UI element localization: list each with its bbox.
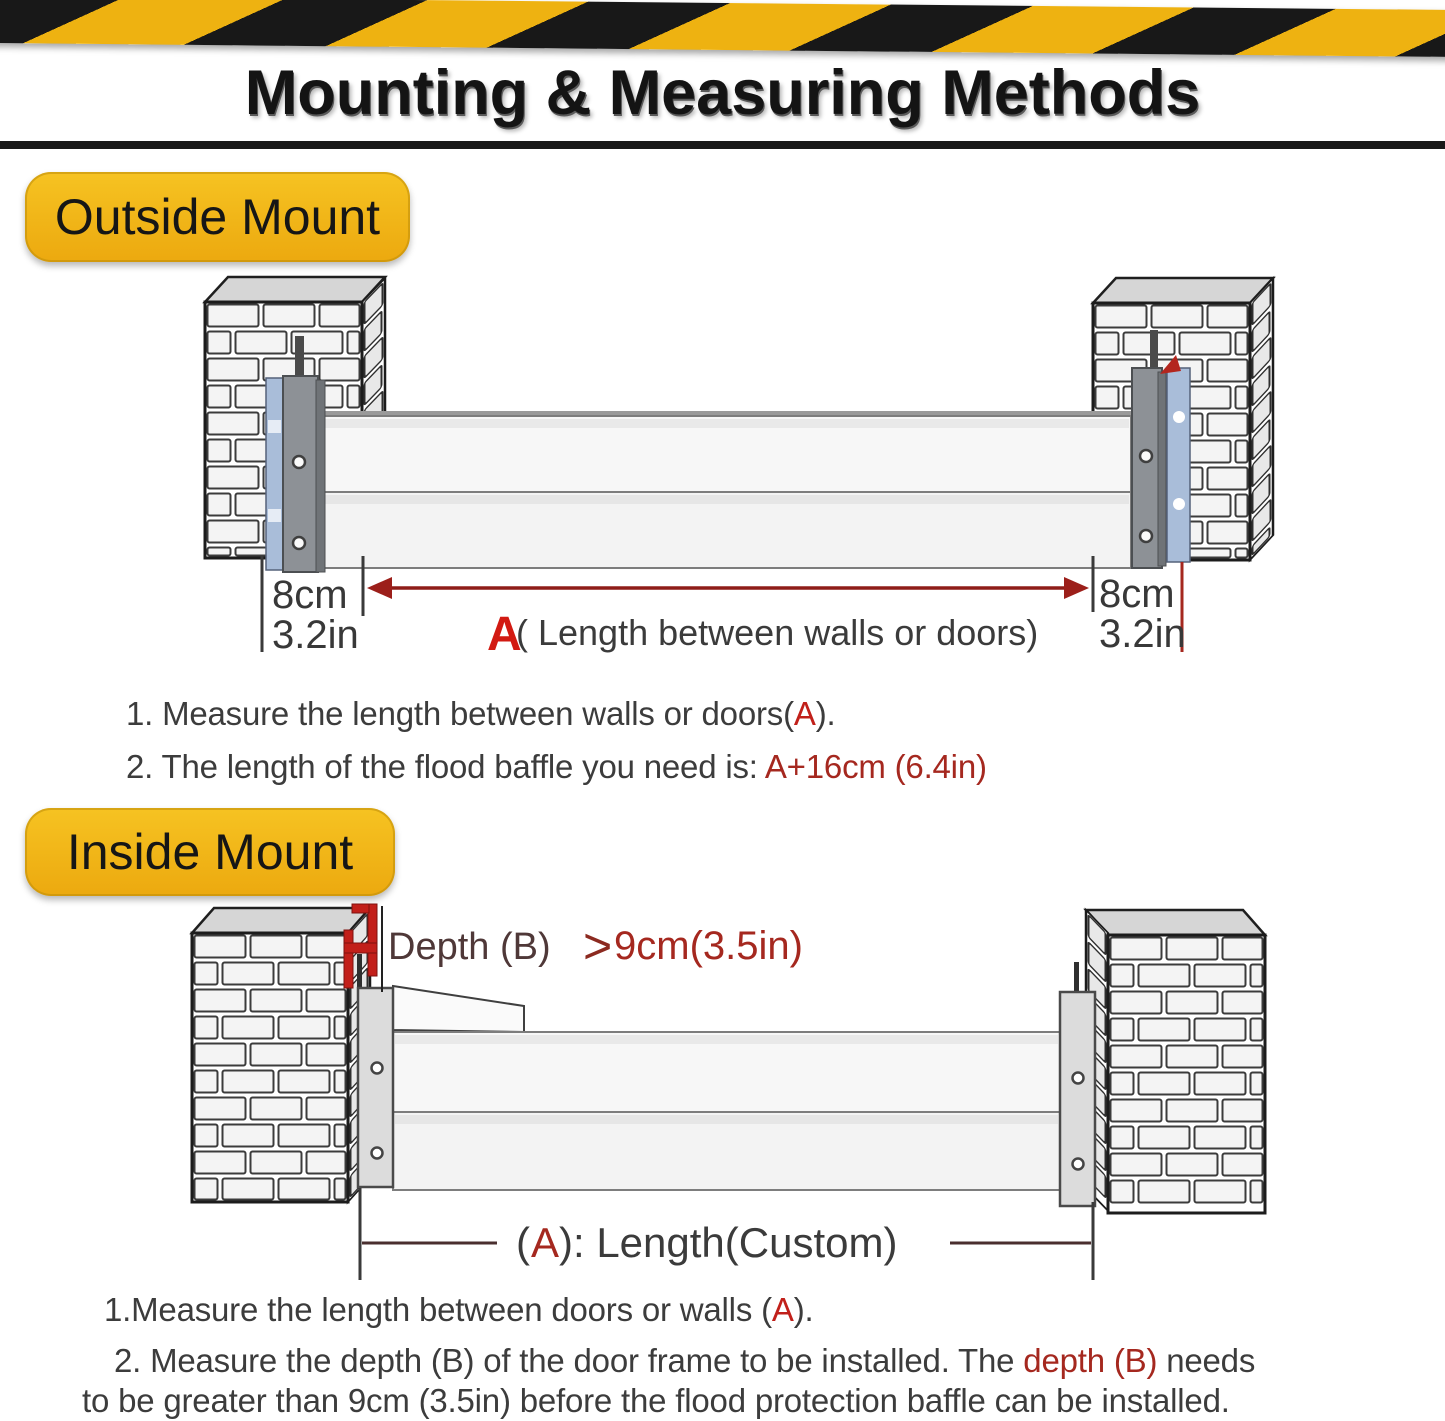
page-title: Mounting & Measuring Methods [244, 58, 1201, 128]
left-bracket-screw-2 [293, 537, 305, 549]
outside-mount-diagram [205, 277, 1273, 661]
outside-step-1-a: A [793, 695, 816, 732]
right-pillar-side-face [1250, 278, 1273, 560]
inside-step-2-line-1 [114, 1342, 1255, 1380]
right-channel-bracket-edge [1158, 372, 1166, 566]
outside-step-1-text: 1. Measure the length between walls or doors( [126, 695, 794, 732]
inside-step-2-depth: depth (B) [1023, 1342, 1158, 1379]
inside-right-mounting-plate [1060, 992, 1095, 1206]
left-channel-bracket-edge [316, 380, 325, 572]
outside-step-1-end: ). [815, 695, 836, 732]
inside-left-anchor-pin [357, 954, 362, 990]
inside-step-1 [104, 1291, 813, 1329]
span-a-label: A [487, 608, 522, 661]
inside-right-anchor-pin [1074, 962, 1079, 994]
right-offset-in-label: 3.2in [1099, 612, 1186, 656]
right-seal-strip-dot-2 [1173, 498, 1185, 510]
depth-value-label: 9cm(3.5in) [614, 924, 803, 968]
barrier-board-2-shade [325, 495, 1129, 504]
inside-barrier-top-face [393, 986, 524, 1032]
inside-mount-diagram [192, 904, 1265, 1280]
inside-barrier-board-2-shade [395, 1115, 1058, 1124]
depth-gauge-top-rung [352, 904, 369, 913]
inside-right-plate-screw-2 [1073, 1159, 1084, 1170]
outside-step-2 [126, 748, 987, 786]
outside-step-1 [126, 695, 835, 733]
left-seal-strip [266, 378, 283, 570]
depth-gauge-rail-1 [344, 930, 353, 988]
inside-step-2-end: needs [1157, 1342, 1256, 1379]
inside-mount-badge-label: Inside Mount [66, 824, 354, 880]
left-offset-cm-label: 8cm [272, 573, 348, 617]
inside-step-2-text: 2. Measure the depth (B) of the door frame to be installed. The [114, 1342, 1024, 1379]
right-bracket-screw-1 [1140, 450, 1152, 462]
left-seal-strip-slot-2 [268, 509, 281, 522]
depth-gauge-rung [344, 943, 377, 953]
left-anchor-slot [295, 336, 304, 380]
left-pillar-top-slab [205, 277, 385, 302]
left-bracket-screw-1 [293, 456, 305, 468]
length-open-paren: ( [516, 1219, 530, 1266]
inside-step-1-end: ). [793, 1291, 814, 1328]
inside-right-pillar-front-face [1108, 935, 1265, 1213]
length-a-label: A [531, 1219, 560, 1266]
depth-gauge-rail-2 [368, 904, 377, 976]
inside-left-plate-screw-2 [372, 1148, 383, 1159]
left-offset-in-label: 3.2in [272, 613, 359, 657]
inside-step-1-text: 1.Measure the length between doors or walls ( [104, 1291, 772, 1328]
inside-right-pillar-top-slab [1086, 910, 1265, 935]
depth-label: Depth (B) [388, 926, 551, 968]
span-arrowhead-left [367, 577, 392, 599]
length-rest-label: ): Length(Custom) [559, 1219, 898, 1266]
depth-gt-symbol: > [583, 918, 613, 974]
outside-mount-badge-label: Outside Mount [54, 189, 381, 245]
left-seal-strip-slot-1 [268, 420, 281, 433]
inside-barrier-board-1-shade [395, 1035, 1058, 1044]
inside-left-pillar-top-slab [192, 908, 370, 933]
inside-left-pillar-front-face [192, 933, 348, 1202]
right-offset-cm-label: 8cm [1099, 572, 1175, 616]
span-text-label: ( Length between walls or doors) [516, 612, 1039, 653]
right-pillar-top-slab [1093, 278, 1273, 303]
outside-step-2-formula: A+16cm (6.4in) [764, 748, 987, 785]
outside-step-2-text: 2. The length of the flood baffle you need is: [126, 748, 765, 785]
inside-step-2-line-2: to be greater than 9cm (3.5in) before the flood protection baffle can be installed. [82, 1382, 1230, 1419]
inside-right-plate-screw-1 [1073, 1073, 1084, 1084]
span-arrowhead-right [1064, 577, 1089, 599]
right-seal-strip [1167, 368, 1190, 562]
inside-step-1-a: A [771, 1291, 794, 1328]
inside-left-plate-screw-1 [372, 1063, 383, 1074]
barrier-board-1-shade [325, 419, 1129, 428]
right-bracket-screw-2 [1140, 530, 1152, 542]
right-seal-strip-dot-1 [1173, 411, 1185, 423]
